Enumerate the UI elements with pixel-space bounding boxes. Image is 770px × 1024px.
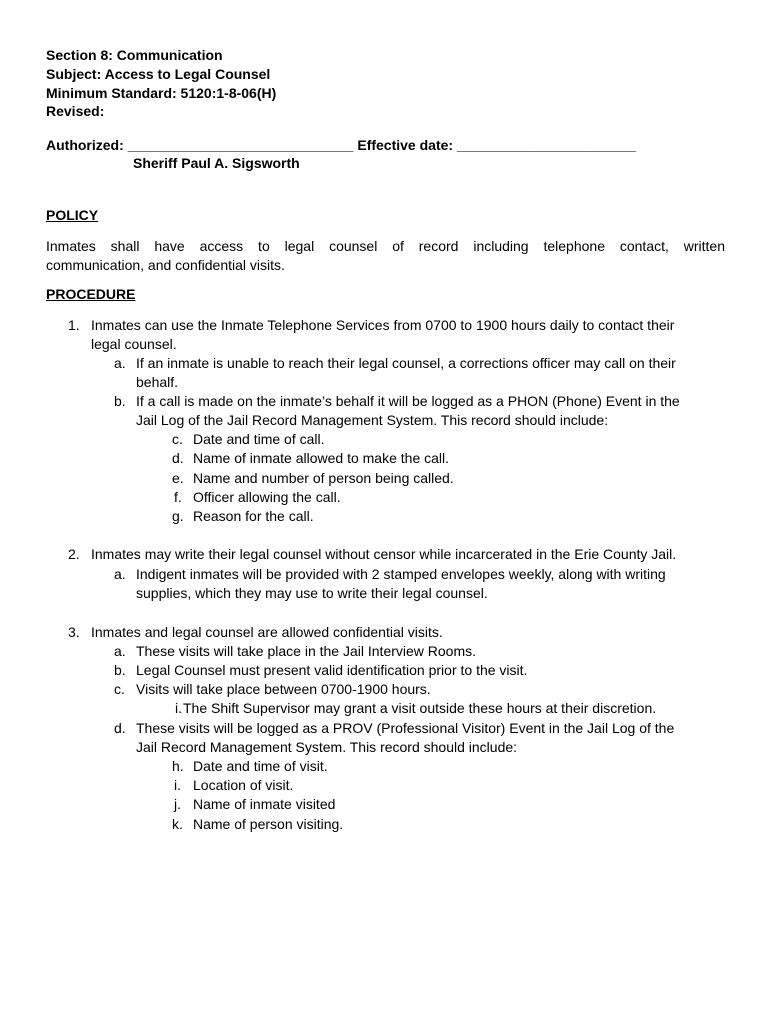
subitem-letter: a. <box>114 355 126 371</box>
detail-text: Location of visit. <box>193 777 294 793</box>
detail-text: Name of inmate allowed to make the call. <box>193 450 450 466</box>
detail-text: Date and time of call. <box>193 431 325 447</box>
effective-date-label: Effective date: <box>357 137 454 153</box>
subitem-letter: b. <box>114 662 126 678</box>
subitem-letter: a. <box>114 643 126 659</box>
section-title: Section 8: Communication <box>46 47 223 63</box>
roman-item-text: The Shift Supervisor may grant a visit outside these hours at their discretion. <box>183 700 657 716</box>
item-text: Inmates can use the Inmate Telephone Services from 0700 to 1900 hours daily to contact their <box>91 317 675 333</box>
detail-letter: h. <box>172 758 184 774</box>
policy-text-line-2: communication, and confidential visits. <box>46 257 285 273</box>
authorized-signature-blank: _____________________________ <box>127 137 354 153</box>
detail-letter: e. <box>172 470 184 486</box>
subitem-text: If an inmate is unable to reach their legal counsel, a corrections officer may call on their <box>136 355 676 371</box>
detail-text: Name of inmate visited <box>193 796 336 812</box>
detail-text: Name of person visiting. <box>193 816 344 832</box>
subitem-letter: a. <box>114 566 126 582</box>
detail-text: Name and number of person being called. <box>193 470 454 486</box>
subitem-letter: c. <box>114 681 125 697</box>
subject-line: Subject: Access to Legal Counsel <box>46 66 271 82</box>
minimum-standard-line: Minimum Standard: 5120:1-8-06(H) <box>46 85 277 101</box>
policy-text-line-1: Inmates shall have access to legal counsel of record including telephone contact, written <box>46 238 725 254</box>
detail-letter: c. <box>172 431 183 447</box>
procedure-heading: PROCEDURE <box>46 286 136 302</box>
detail-letter: g. <box>172 508 184 524</box>
subitem-text: Indigent inmates will be provided with 2 stamped envelopes weekly, along with writing <box>136 566 666 582</box>
subitem-text: If a call is made on the inmate’s behalf it will be logged as a PHON (Phone) Event in the <box>136 393 680 409</box>
detail-letter: i. <box>174 777 181 793</box>
item-number: 3. <box>68 624 80 640</box>
detail-text: Reason for the call. <box>193 508 314 524</box>
subitem-text: These visits will take place in the Jail Interview Rooms. <box>136 643 477 659</box>
signatory-name: Sheriff Paul A. Sigsworth <box>133 155 300 171</box>
subitem-letter: b. <box>114 393 126 409</box>
roman-numeral: i. <box>175 700 182 716</box>
item-number: 2. <box>68 546 80 562</box>
authorized-label: Authorized: <box>46 137 124 153</box>
item-number: 1. <box>68 317 80 333</box>
detail-letter: j. <box>174 796 181 812</box>
detail-text: Date and time of visit. <box>193 758 328 774</box>
revised-line: Revised: <box>46 103 105 119</box>
subitem-text: supplies, which they may use to write their legal counsel. <box>136 585 488 601</box>
subitem-letter: d. <box>114 720 126 736</box>
item-text: legal counsel. <box>91 336 177 352</box>
subitem-text: behalf. <box>136 374 179 390</box>
item-text: Inmates may write their legal counsel without censor while incarcerated in the Erie County Jail. <box>91 546 677 562</box>
detail-letter: f. <box>174 489 182 505</box>
subitem-text: Visits will take place between 0700-1900 hours. <box>136 681 431 697</box>
subitem-text: These visits will be logged as a PROV (Professional Visitor) Event in the Jail Log of the <box>136 720 675 736</box>
policy-heading: POLICY <box>46 207 99 223</box>
detail-letter: k. <box>172 816 183 832</box>
authorization-line <box>46 137 636 153</box>
subitem-text: Jail Log of the Jail Record Management System. This record should include: <box>136 412 609 428</box>
item-text: Inmates and legal counsel are allowed confidential visits. <box>91 624 443 640</box>
detail-text: Officer allowing the call. <box>193 489 341 505</box>
detail-letter: d. <box>172 450 184 466</box>
subitem-text: Jail Record Management System. This record should include: <box>136 739 518 755</box>
effective-date-blank: _______________________ <box>456 137 637 153</box>
subitem-text: Legal Counsel must present valid identification prior to the visit. <box>136 662 528 678</box>
